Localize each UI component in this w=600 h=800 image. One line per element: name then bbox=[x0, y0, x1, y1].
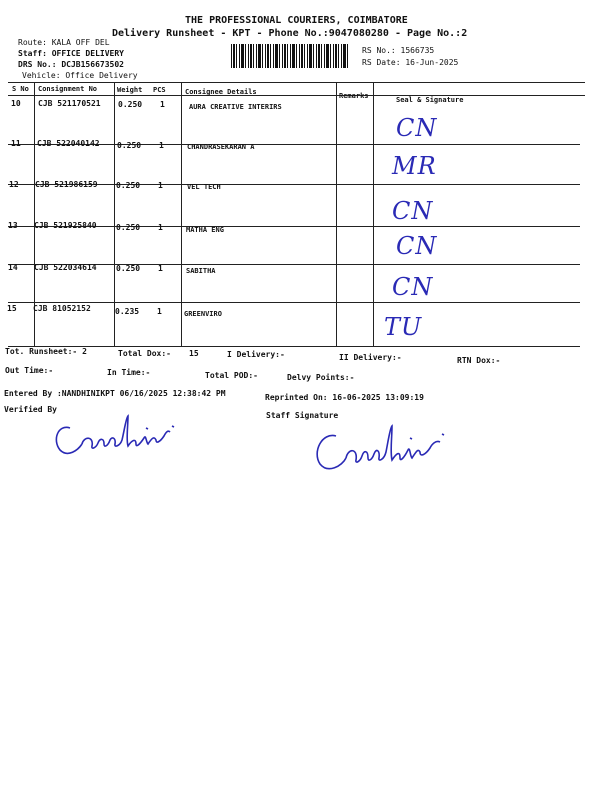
row-pcs: 1 bbox=[158, 181, 163, 190]
header-sno: S No bbox=[12, 85, 29, 93]
row-signature: CN bbox=[396, 232, 438, 260]
header-pcs: PCS bbox=[153, 86, 166, 94]
row-sno: 10 bbox=[11, 99, 21, 108]
row-sno: 14 bbox=[8, 263, 18, 272]
total-pod-label: Total POD:- bbox=[205, 371, 258, 380]
row-sno: 12 bbox=[9, 180, 19, 189]
row-weight: 0.250 bbox=[116, 181, 141, 190]
row-weight: 0.235 bbox=[115, 307, 140, 316]
row-weight: 0.250 bbox=[118, 100, 143, 109]
row-consignee: SABITHA bbox=[186, 267, 216, 275]
row-signature: MR bbox=[392, 152, 437, 180]
vehicle-label: Vehicle: Office Delivery bbox=[22, 71, 138, 80]
row-consignment: CJB 522040142 bbox=[37, 139, 100, 148]
delvy-points-label: Delvy Points:- bbox=[287, 373, 355, 382]
total-dox-label: Total Dox:- bbox=[118, 349, 171, 358]
verified-by-label: Verified By bbox=[4, 405, 57, 414]
row-signature: CN bbox=[392, 197, 434, 225]
header-seal-signature: Seal & Signature bbox=[396, 96, 464, 104]
row-consignee: AURA CREATIVE INTERIRS bbox=[189, 103, 282, 111]
row-weight: 0.250 bbox=[116, 223, 141, 232]
in-time-label: In Time:- bbox=[107, 368, 151, 377]
reprinted-on: Reprinted On: 16-06-2025 13:09:19 bbox=[265, 393, 424, 402]
rs-number: RS No.: 1566735 bbox=[362, 46, 435, 55]
rtn-dox-label: RTN Dox:- bbox=[457, 356, 501, 365]
row-pcs: 1 bbox=[158, 264, 163, 273]
row-consignment: CJB 521170521 bbox=[38, 99, 101, 108]
row-consignee: VEL TECH bbox=[187, 183, 221, 191]
row-weight: 0.250 bbox=[117, 141, 142, 150]
header-remarks: Remarks bbox=[339, 92, 369, 100]
staff-label: Staff: OFFICE DELIVERY bbox=[18, 49, 124, 58]
row-consignment: CJB 81052152 bbox=[33, 304, 91, 313]
i-delivery-label: I Delivery:- bbox=[227, 350, 285, 359]
row-sno: 11 bbox=[11, 139, 21, 148]
total-runsheet: Tot. Runsheet:- 2 bbox=[5, 347, 87, 356]
runsheet-subtitle: Delivery Runsheet - KPT - Phone No.:9047080280 - Page No.:2 bbox=[112, 28, 468, 39]
rs-date: RS Date: 16-Jun-2025 bbox=[362, 58, 459, 67]
row-signature: CN bbox=[392, 273, 434, 301]
route-label: Route: KALA OFF DEL bbox=[18, 38, 110, 47]
row-sno: 15 bbox=[7, 304, 17, 313]
header-consignee: Consignee Details bbox=[185, 88, 257, 96]
staff-signature-label: Staff Signature bbox=[266, 411, 339, 420]
row-pcs: 1 bbox=[159, 141, 164, 150]
total-dox-value: 15 bbox=[189, 349, 199, 358]
row-pcs: 1 bbox=[157, 307, 162, 316]
row-weight: 0.250 bbox=[116, 264, 141, 273]
row-sno: 13 bbox=[8, 221, 18, 230]
company-title: THE PROFESSIONAL COURIERS, COIMBATORE bbox=[185, 15, 408, 26]
row-consignee: CHANDRASEKARAN A bbox=[187, 143, 255, 151]
staff-signature bbox=[310, 420, 460, 479]
out-time-label: Out Time:- bbox=[5, 366, 54, 375]
row-consignee: MATHA ENG bbox=[186, 226, 224, 234]
row-pcs: 1 bbox=[158, 223, 163, 232]
row-consignment: CJB 521925840 bbox=[34, 221, 97, 230]
row-consignee: GREENVIRO bbox=[184, 310, 222, 318]
row-pcs: 1 bbox=[160, 100, 165, 109]
row-signature: TU bbox=[384, 313, 423, 341]
header-consignment: Consignment No bbox=[38, 85, 98, 93]
row-consignment: CJB 521986159 bbox=[35, 180, 98, 189]
barcode-image bbox=[231, 44, 349, 68]
row-consignment: CJB 522034614 bbox=[34, 263, 97, 272]
drs-number: DRS No.: DCJB156673502 bbox=[18, 60, 124, 69]
verified-signature bbox=[48, 410, 188, 464]
ii-delivery-label: II Delivery:- bbox=[339, 353, 402, 362]
row-signature: CN bbox=[396, 114, 438, 142]
header-weight: Weight bbox=[117, 86, 143, 94]
entered-by: Entered By :NANDHINIKPT 06/16/2025 12:38:42 PM bbox=[4, 389, 226, 398]
